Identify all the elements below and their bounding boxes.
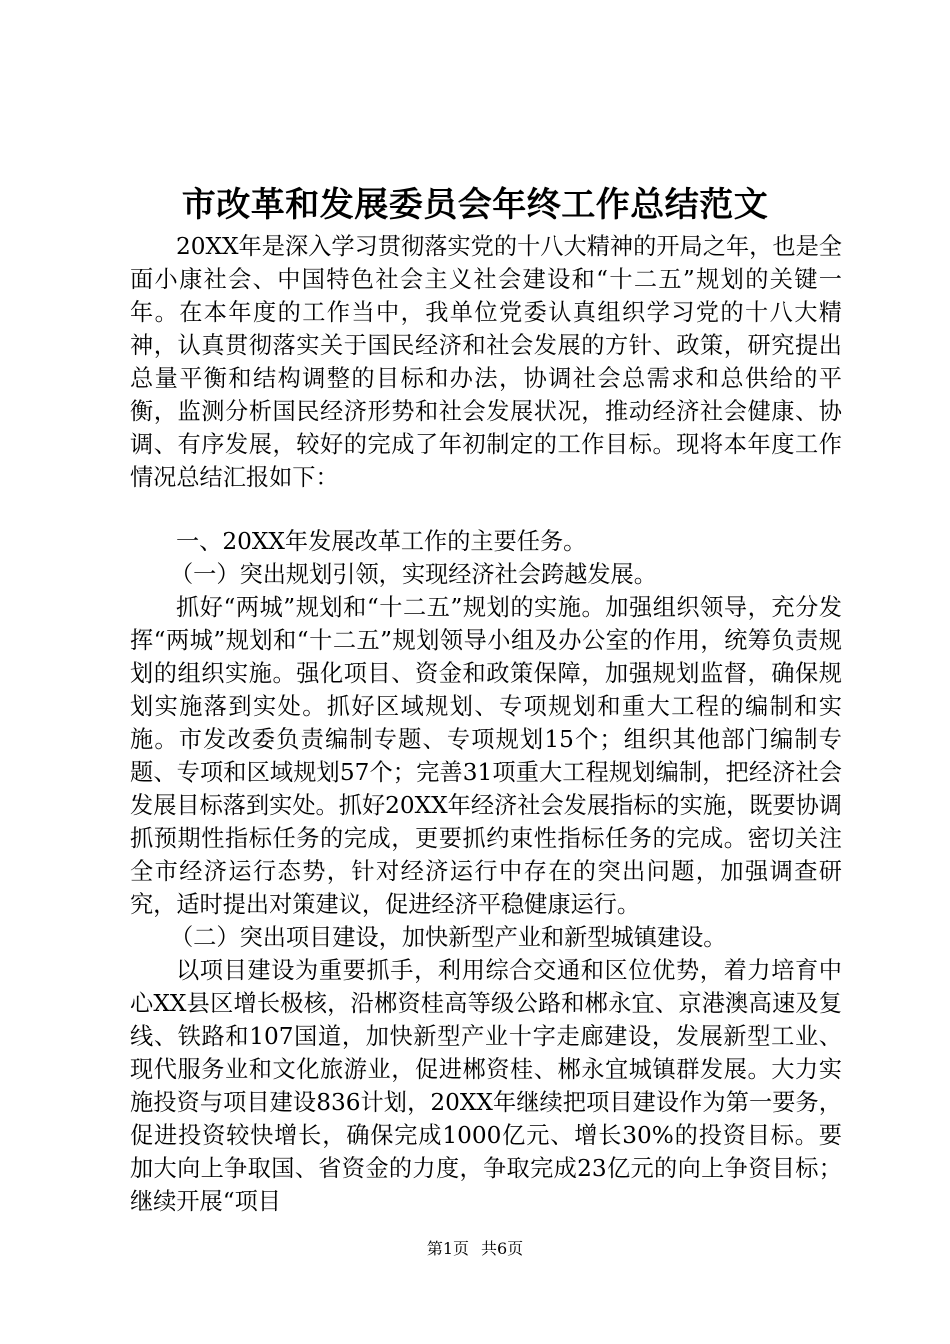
subsection-heading-2: （二）突出项目建设，加快新型产业和新型城镇建设。	[170, 924, 727, 951]
intro-paragraph: 20XX年是深入学习贯彻落实党的十八大精神的开局之年，也是全面小康社会、中国特色社会主义社会建设和“十二五”规划的关键一年。在本年度的工作当中，我单位党委认真组织学习党的十八大精神，认真贯彻落实关于国民经济和社会发展的方针、政策，研究提出总量平衡和结构调整的目标和办法，协调社会总需求和总供给的平衡，监测分析国民经济形势和社会发展状况，推动经济社会健康、协调、有序发展，较好的完成了年初制定的工作目标。现将本年度工作情况总结汇报如下：	[130, 233, 842, 491]
subsection-heading-1: （一）突出规划引领，实现经济社会跨越发展。	[170, 561, 657, 588]
subsection-paragraph-2: 以项目建设为重要抓手，利用综合交通和区位优势，着力培育中心XX县区增长极核，沿郴资桂高等级公路和郴永宜、京港澳高速及复线、铁路和107国道，加快新型产业十字走廊建设，发展新型工业、现代服务业和文化旅游业，促进郴资桂、郴永宜城镇群发展。大力实施投资与项目建设836计划，20XX年继续把项目建设作为第一要务，促进投资较快增长，确保完成1000亿元、增长30%的投资目标。要加大向上争取国、省资金的力度，争取完成23亿元的向上争资目标；继续开展“项目	[130, 957, 842, 1215]
document-title: 市改革和发展委员会年终工作总结范文	[181, 185, 769, 225]
page-number: 第1页	[426, 1239, 469, 1258]
document-body	[130, 230, 842, 1218]
page-footer	[0, 1238, 950, 1260]
section-heading: 一、20XX年发展改革工作的主要任务。	[176, 528, 587, 555]
subsection-paragraph-1: 抓好“两城”规划和“十二五”规划的实施。加强组织领导，充分发挥“两城”规划和“十二五”规划领导小组及办公室的作用，统筹负责规划的组织实施。强化项目、资金和政策保障，加强规划监督，确保规划实施落到实处。抓好区域规划、专项规划和重大工程的编制和实施。市发改委负责编制专题、专项规划15个；组织其他部门编制专题、专项和区域规划57个；完善31项重大工程规划编制，把经济社会发展目标落到实处。抓好20XX年经济社会发展指标的实施，既要协调抓预期性指标任务的完成，更要抓约束性指标任务的完成。密切关注全市经济运行态势，针对经济运行中存在的突出问题，加强调查研究，适时提出对策建议，促进经济平稳健康运行。	[130, 594, 842, 918]
page-total: 共6页	[481, 1239, 524, 1258]
